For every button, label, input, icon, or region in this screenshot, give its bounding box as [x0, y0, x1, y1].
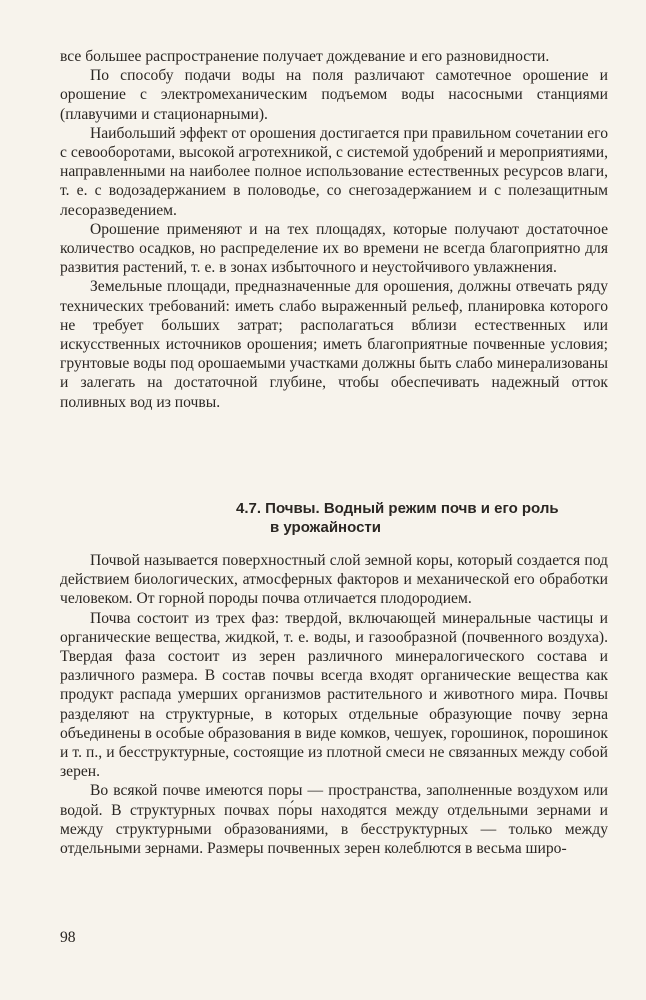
page-number: 98 — [60, 929, 76, 946]
paragraph-soil-pores: Во всякой почве имеются поры — пространства, заполненные воздухом или водой. В структурных почвах по́ры находятся между отдельными зернами и между структурными образованиями, в бесструктурных — только между отдельными зернами. Размеры почвенных зерен колеблются в весьма широ- — [60, 782, 608, 858]
paragraph-soil-definition: Почвой называется поверхностный слой земной коры, который создается под действием биологических, атмосферных факторов и механической его обработки человеком. От горной породы почва отличается плодородием. — [60, 552, 608, 608]
section-heading-line2: в урожайности — [270, 519, 381, 536]
section-heading-line1: 4.7. Почвы. Водный режим почв и его роль — [236, 500, 559, 517]
paragraph-irrigation-areas: Орошение применяют и на тех площадях, которые получают достаточное количество осадков, но распределение их во времени не всегда благоприятно для развития растений, т. е. в зонах избыточного и неустойчивого увлажнения. — [60, 220, 608, 277]
paragraph-land-requirements: Земельные площади, предназначенные для орошения, должны отвечать ряду технических требований: иметь слабо выраженный рельеф, планировка которого не требует больших затрат; располагаться вблизи естественных или искусственных источников орошения; иметь благоприятные почвенные условия; грунтовые воды под орошаемыми участками должны быть слабо минерализованы и залегать на достаточной глубине, чтобы обеспечивать надежный отток поливных вод из почвы. — [60, 278, 608, 411]
paragraph-soil-phases: Почва состоит из трех фаз: твердой, включающей минеральные частицы и органические вещества, жидкой, т. е. воды, и газообразной (почвенного воздуха). Твердая фаза состоит из зерен различного минералогического состава и различного размера. В состав почвы всегда входят органические вещества как продукт распада умерших организмов растительного и животного мира. Почвы разделяют на структурные, в которых отдельные образующие почву зерна объединены в особые образования в виде комков, чешуек, горошинок, порошинок и т. п., и бесструктурные, состоящие из плотной смеси не связанных между собой зерен. — [60, 609, 608, 781]
section-heading — [236, 499, 616, 537]
paragraph-irrigation-methods: По способу подачи воды на поля различают самотечное орошение и орошение с электромеханическим подъемом воды насосными станциями (плавучими и стационарными). — [60, 67, 608, 123]
soil-text-block — [60, 551, 608, 858]
irrigation-text-block — [60, 47, 608, 412]
paragraph-irrigation-effect: Наибольший эффект от орошения достигается при правильном сочетании его с севооборотами, высокой агротехникой, с системой удобрений и мероприятиями, направленными на наиболее полное использование естественных ресурсов влаги, т. е. с водозадержанием в половодье, со снегозадержанием и с полезащитным лесоразведением. — [60, 124, 608, 219]
paragraph-continuation: все большее распространение получает дождевание и его разновидности. — [60, 48, 550, 65]
